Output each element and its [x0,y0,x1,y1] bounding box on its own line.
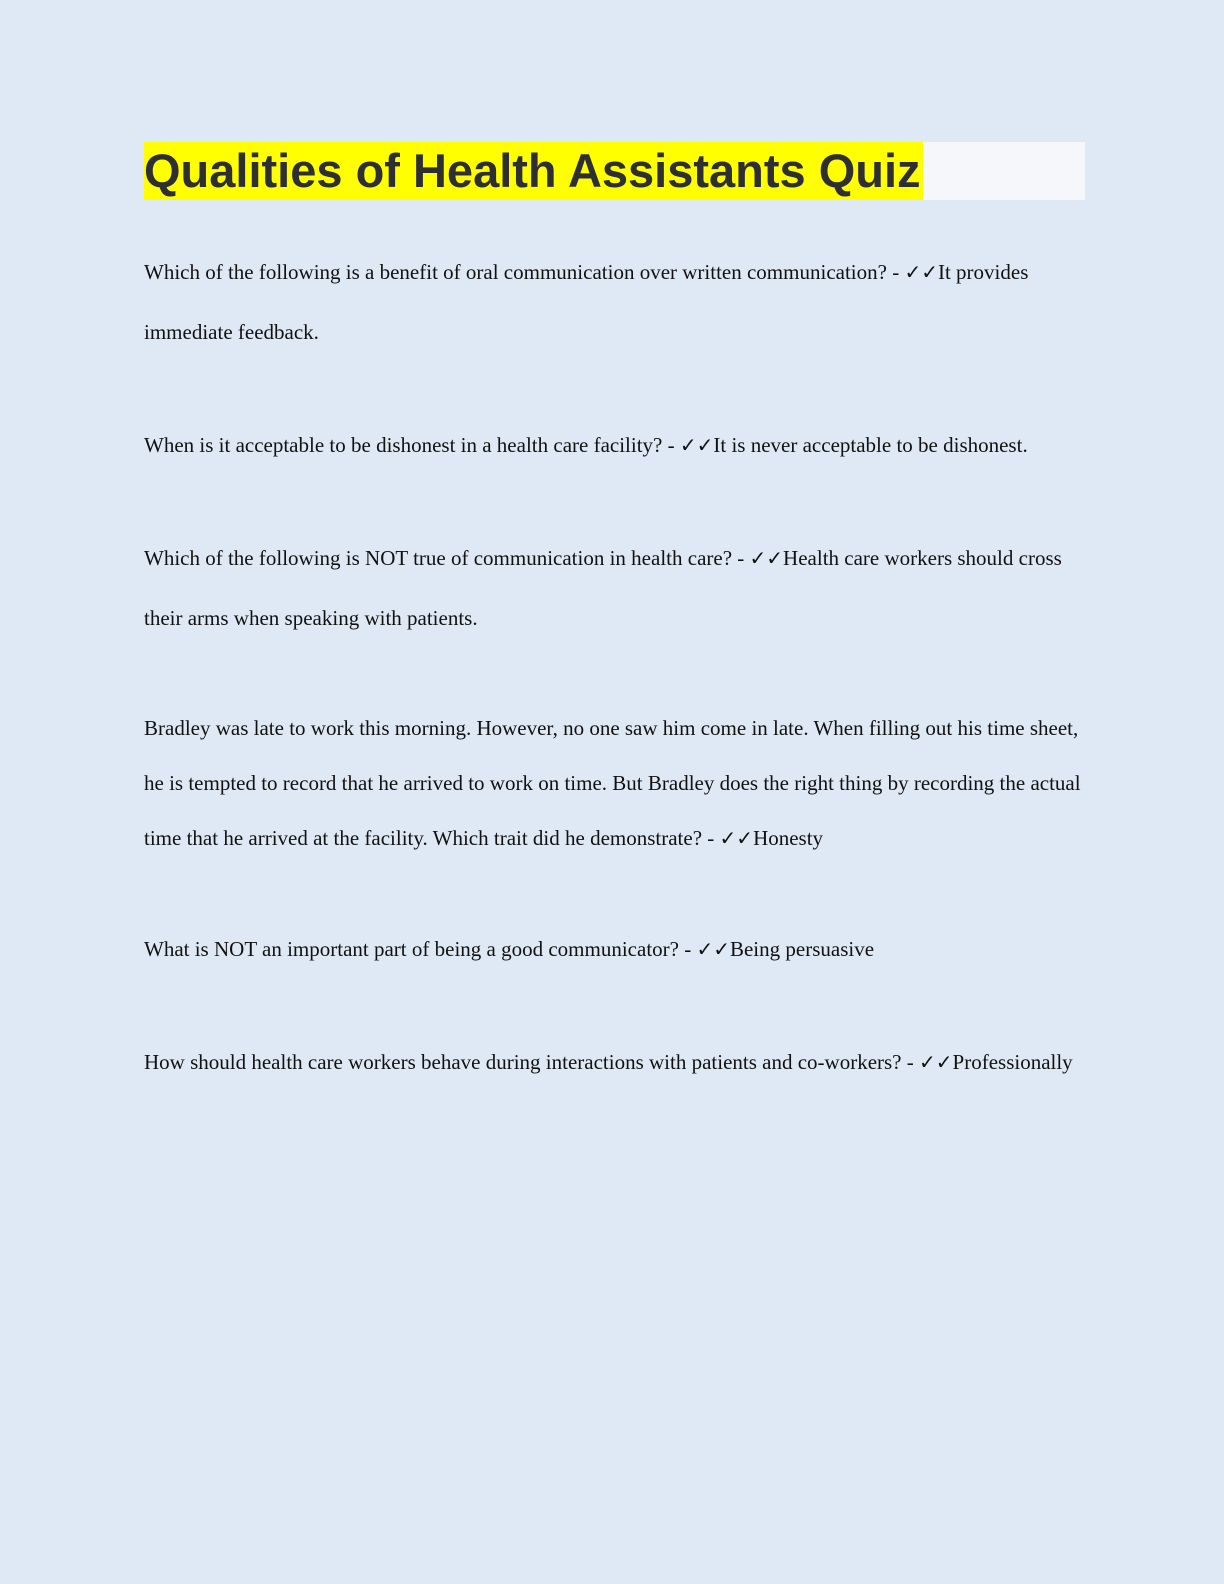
check-check-icon: ✓✓ [919,1050,953,1074]
check-check-icon: ✓✓ [679,433,714,457]
list-item [144,242,1084,362]
answer-text: Professionally [952,1050,1073,1074]
separator: - [886,260,905,284]
list-item [144,1032,1084,1092]
document-page [144,142,1084,1145]
answer-text: It is never acceptable to be dishonest. [713,433,1028,457]
separator: - [901,1050,920,1074]
separator: - [702,826,720,850]
separator: - [662,433,680,457]
check-check-icon: ✓✓ [696,937,730,961]
question-text: Bradley was late to work this morning. However, no one saw him come in late. When filling out his time sheet, he is tempted to record that he arrived to work on time. But Bradley does the right thing by recording the actual time that he arrived at the facility. Which trait did he demonstrate? [144,716,1081,850]
question-text: What is NOT an important part of being a good communicator? [144,937,679,961]
check-check-icon: ✓✓ [904,260,938,284]
separator: - [678,937,697,961]
page-title: Qualities of Health Assistants Quiz [144,142,923,200]
answer-text: Being persuasive [729,937,875,961]
answer-text: It provides immediate feedback. [144,260,1029,344]
check-check-icon: ✓✓ [719,826,754,850]
question-text: How should health care workers behave during interactions with patients and co-workers? [144,1050,902,1074]
list-item [144,528,1084,648]
question-text: When is it acceptable to be dishonest in a health care facility? [144,433,663,457]
check-check-icon: ✓✓ [749,546,784,570]
question-list [144,242,1084,1092]
answer-text: Health care workers should cross their arms when speaking with patients. [144,546,1062,630]
question-text: Which of the following is NOT true of communication in health care? [144,546,733,570]
list-item [144,701,1084,866]
list-item [144,415,1084,475]
question-text: Which of the following is a benefit of oral communication over written communication? [144,260,887,284]
list-item [144,919,1084,979]
answer-text: Honesty [753,826,824,850]
separator: - [732,546,750,570]
title-bar [144,142,1085,200]
